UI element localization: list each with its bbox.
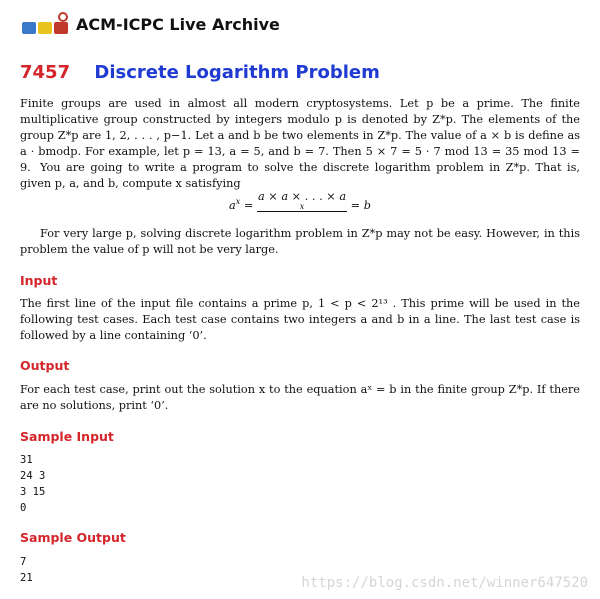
site-title[interactable]: ACM-ICPC Live Archive — [76, 14, 280, 34]
statement-paragraph-2: You are going to write a program to solve the discrete logarithm problem in Z*p. That is, given p, a, and b, compute x satisfying — [20, 161, 580, 190]
watermark: https://blog.csdn.net/winner647520 — [301, 575, 588, 591]
equation-lhs: a — [229, 199, 236, 212]
sample-output-block: 7 21 — [20, 556, 33, 584]
problem-name: Discrete Logarithm Problem — [94, 62, 380, 83]
equation: $a^x = a \times a$ × . . . × a x = b — [229, 190, 371, 212]
archive-logo-icon[interactable] — [20, 10, 70, 38]
equation-underbrace — [257, 190, 347, 212]
input-heading: Input — [20, 273, 58, 288]
equation-lhs-exponent: x — [235, 197, 241, 207]
input-text: The first line of the input file contains a prime p, 1 < p < 2¹³ . This prime will be used in the following test cases. Each test case contains two integers a and b in a line. The last test case is followed by a line containing ‘0’. — [20, 297, 580, 342]
sample-output-heading: Sample Output — [20, 530, 126, 545]
problem-title — [20, 62, 380, 83]
site-header — [20, 8, 280, 40]
output-heading: Output — [20, 358, 70, 373]
sample-input-block: 31 24 3 3 15 0 — [20, 454, 46, 514]
equation-underbrace-label: x — [299, 202, 305, 211]
equation-product: a × a × . . . × a — [257, 190, 347, 203]
problem-id: 7457 — [20, 62, 71, 83]
sample-input-heading: Sample Input — [20, 429, 114, 444]
output-text: For each test case, print out the solution x to the equation aˣ = b in the finite group Z*p. If there are no solutions, print ‘0’. — [20, 383, 580, 412]
statement-paragraph-3: For very large p, solving discrete logarithm problem in Z*p may not be easy. However, in this problem the value of p will not be very large. — [20, 227, 580, 256]
statement-paragraph-1: Finite groups are used in almost all modern cryptosystems. Let p be a prime. The finite multiplicative group constructed by integers modulo p is denoted by Z*p. The elements of the group Z*p are 1, 2, . . . , p−1. Let a and b be two elements in Z*p. The value of a × b is define as a · bmodp. For example, let p = 13, a = 5, and b = 7. Then 5 × 7 = 5 · 7 mod 13 = 35 mod 13 = 9. — [20, 97, 580, 174]
equation-rhs: = b — [350, 199, 371, 212]
